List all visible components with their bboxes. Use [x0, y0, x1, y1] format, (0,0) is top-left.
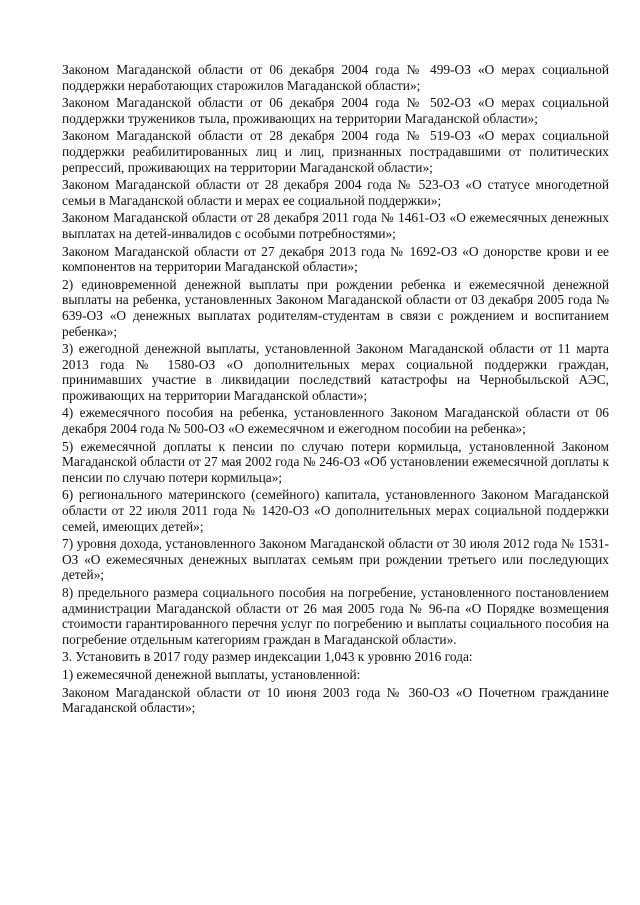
paragraph-law-502: Законом Магаданской области от 06 декабря 2004 года № 502-ОЗ «О мерах социальной поддержки тружеников тыла, проживающих на территории Магаданской области»; — [62, 95, 609, 126]
paragraph-item-7: 7) уровня дохода, установленного Законом Магаданской области от 30 июля 2012 года № 1531-ОЗ «О ежемесячных денежных выплатах семьям при рождении третьего или последующих детей»; — [62, 536, 609, 583]
paragraph-item-6: 6) регионального материнского (семейного) капитала, установленного Законом Магаданской области от 22 июля 2011 года № 1420-ОЗ «О дополнительных мерах социальной поддержки семей, имеющих детей»; — [62, 487, 609, 534]
paragraph-item-4: 4) ежемесячного пособия на ребенка, установленного Законом Магаданской области от 06 декабря 2004 года № 500-ОЗ «О ежемесячном и ежегодном пособии на ребенка»; — [62, 405, 609, 437]
paragraph-item-8: 8) предельного размера социального пособия на погребение, установленного постановлением администрации Магаданской области от 26 мая 2005 года № 96-па «О Порядке возмещения стоимости гарантированного перечня услуг по погребению и выплаты социального пособия на погребение отдельным категориям граждан в Магаданской области». — [62, 585, 609, 647]
paragraph-section-3-item-1: 1) ежемесячной денежной выплаты, установленной: — [62, 666, 361, 682]
paragraph-item-5: 5) ежемесячной доплаты к пенсии по случаю потери кормильца, установленной Законом Магаданской области от 27 мая 2002 года № 246-ОЗ «Об установлении ежемесячной доплаты к пенсии по случаю потери кормильца»; — [62, 438, 609, 485]
paragraph-section-3: 3. Установить в 2017 году размер индексации 1,043 к уровню 2016 года: — [62, 649, 473, 665]
paragraph-item-3: 3) ежегодной денежной выплаты, установленной Законом Магаданской области от 11 марта 2013 года № 1580-ОЗ «О дополнительных мерах социальной поддержки граждан, принимавших участие в ликвидации последствий катастрофы на Чернобыльской АЭС, проживающих на территории Магаданской области»; — [62, 341, 609, 403]
paragraph-law-1692: Законом Магаданской области от 27 декабря 2013 года № 1692-ОЗ «О донорстве крови и ее компонентов на территории Магаданской области»; — [62, 243, 609, 275]
document-page — [62, 62, 609, 718]
paragraph-law-499: Законом Магаданской области от 06 декабря 2004 года № 499-ОЗ «О мерах социальной поддержки неработающих старожилов Магаданской области»; — [62, 62, 609, 93]
paragraph-law-1461: Законом Магаданской области от 28 декабря 2011 года № 1461-ОЗ «О ежемесячных денежных выплатах на детей-инвалидов с особыми потребностями»; — [62, 210, 609, 241]
paragraph-law-523: Законом Магаданской области от 28 декабря 2004 года № 523-ОЗ «О статусе многодетной семьи в Магаданской области и мерах ее социальной поддержки»; — [62, 177, 609, 208]
paragraph-law-360: Законом Магаданской области от 10 июня 2003 года № 360-ОЗ «О Почетном гражданине Магаданской области»; — [62, 684, 609, 716]
paragraph-item-2: 2) единовременной денежной выплаты при рождении ребенка и ежемесячной денежной выплаты на ребенка, установленных Законом Магаданской области от 03 декабря 2005 года № 639-ОЗ «О денежных выплатах родителям-студентам в связи с рождением и воспитанием ребенка»; — [62, 276, 609, 339]
paragraph-law-519: Законом Магаданской области от 28 декабря 2004 года № 519-ОЗ «О мерах социальной поддержки реабилитированных лиц и лиц, признанных пострадавшими от политических репрессий, проживающих на территории Магаданской области»; — [62, 128, 609, 175]
